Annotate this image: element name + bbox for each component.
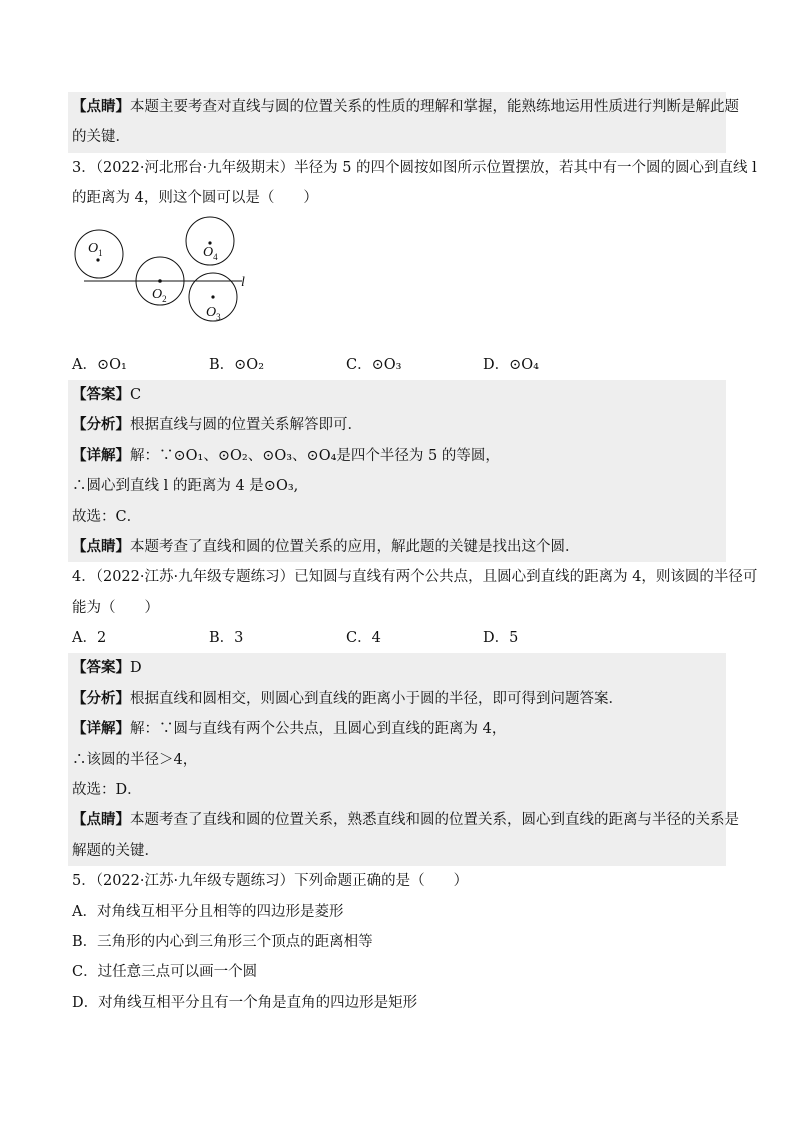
circles-diagram	[70, 214, 250, 346]
point-label: 【点睛】	[72, 98, 130, 115]
option-d: D．对角线互相平分且有一个角是直角的四边形是矩形	[72, 994, 418, 1011]
q4-detail-line-2	[68, 745, 726, 775]
answer-value: D	[130, 660, 142, 677]
detail-text: 故选：C．	[72, 508, 142, 525]
answer-label: 【答案】	[72, 385, 130, 403]
option-b: B．三角形的内心到三角形三个顶点的距离相等	[72, 933, 373, 950]
q4-stem-line-1	[68, 562, 758, 592]
q4-detail-line-1	[68, 714, 726, 744]
answer-value: C	[130, 386, 142, 403]
analysis-text: 根据直线和圆相交，则圆心到直线的距离小于圆的半径，即可得到问题答案．	[130, 690, 623, 707]
q5-option-d	[68, 988, 726, 1018]
label-o3: $O_3$	[206, 304, 221, 322]
q5-option-c	[68, 957, 726, 987]
q4-stem: 4．（2022·江苏·九年级专题练习）已知圆与直线有两个公共点，且圆心到直线的距离为 4，则该圆的半径可	[72, 569, 758, 586]
label-line-l: l	[241, 274, 245, 290]
option-d: D．⊙O₄	[483, 356, 539, 373]
q4-options	[68, 623, 726, 653]
center-o3	[211, 295, 214, 298]
q3-figure	[68, 214, 726, 350]
center-o2	[158, 279, 162, 283]
detail-text: ∴该圆的半径＞4，	[72, 751, 198, 768]
document-page	[68, 92, 758, 1018]
detail-label: 【详解】	[72, 720, 130, 738]
analysis-text: 根据直线与圆的位置关系解答即可．	[130, 417, 362, 434]
prev-point-line-1	[68, 92, 739, 122]
q3-detail-line-1	[68, 441, 726, 471]
point-text: 本题考查了直线和圆的位置关系，熟悉直线和圆的位置关系，圆心到直线的距离与半径的关系是	[130, 812, 739, 829]
q3-analysis	[68, 410, 726, 440]
label-o4: $O_4$	[203, 244, 218, 262]
detail-label: 【详解】	[72, 446, 130, 464]
point-text: 本题主要考查对直线与圆的位置关系的性质的理解和掌握，能熟练地运用性质进行判断是解此题	[130, 99, 739, 115]
prev-point-line-2	[68, 122, 726, 152]
q3-options	[68, 350, 726, 380]
q3-detail-line-3	[68, 502, 726, 532]
answer-label: 【答案】	[72, 659, 130, 677]
analysis-label: 【分析】	[72, 689, 130, 707]
option-b: B．⊙O₂	[209, 356, 265, 373]
q5-stem	[68, 866, 726, 896]
q4-stem-line-2	[68, 593, 726, 623]
analysis-label: 【分析】	[72, 416, 130, 434]
q3-stem: 3．（2022·河北邢台·九年级期末）半径为 5 的四个圆按如图所示位置摆放，若其中有一个圆的圆心到直线 l	[72, 159, 757, 176]
point-text: 解题的关键．	[72, 842, 159, 859]
point-label: 【点睛】	[72, 537, 130, 555]
option-b: B．3	[209, 630, 244, 647]
label-o2: $O_2$	[152, 286, 167, 304]
q3-point	[68, 532, 726, 562]
q3-answer	[68, 380, 726, 410]
option-a: A．对角线互相平分且相等的四边形是菱形	[72, 903, 344, 920]
q3-stem-line-2	[68, 183, 726, 213]
q5-option-b	[68, 927, 726, 957]
q3-stem: 的距离为 4，则这个圆可以是（ ）	[72, 190, 318, 207]
option-a: A．2	[72, 630, 107, 647]
detail-text: 解：∵⊙O₁、⊙O₂、⊙O₃、⊙O₄是四个半径为 5 的等圆，	[130, 447, 500, 464]
option-c: C．⊙O₃	[346, 356, 402, 373]
point-text: 本题考查了直线和圆的位置关系的应用，解此题的关键是找出这个圆．	[130, 538, 580, 555]
point-label: 【点睛】	[72, 811, 130, 829]
detail-text: ∴圆心到直线 l 的距离为 4 是⊙O₃,	[72, 478, 299, 495]
q3-stem-line-1	[68, 153, 757, 183]
q5-option-a	[68, 897, 726, 927]
q5-stem-text: 5．（2022·江苏·九年级专题练习）下列命题正确的是（ ）	[72, 873, 469, 890]
option-c: C．过任意三点可以画一个圆	[72, 964, 258, 981]
q4-stem: 能为（ ）	[72, 599, 159, 616]
option-c: C．4	[346, 630, 381, 647]
point-text: 的关键．	[72, 129, 130, 146]
detail-text: 解：∵圆与直线有两个公共点，且圆心到直线的距离为 4，	[130, 721, 507, 738]
center-o1	[96, 258, 99, 261]
q4-point-line-2	[68, 836, 726, 866]
detail-text: 故选：D．	[72, 782, 142, 799]
option-a: A．⊙O₁	[72, 356, 127, 373]
q4-detail-line-3	[68, 775, 726, 805]
q3-detail-line-2	[68, 471, 726, 501]
label-o1: $O_1$	[88, 240, 103, 258]
option-d: D．5	[483, 630, 519, 647]
q4-point-line-1	[68, 805, 739, 835]
q4-analysis	[68, 684, 726, 714]
q4-answer	[68, 653, 726, 683]
